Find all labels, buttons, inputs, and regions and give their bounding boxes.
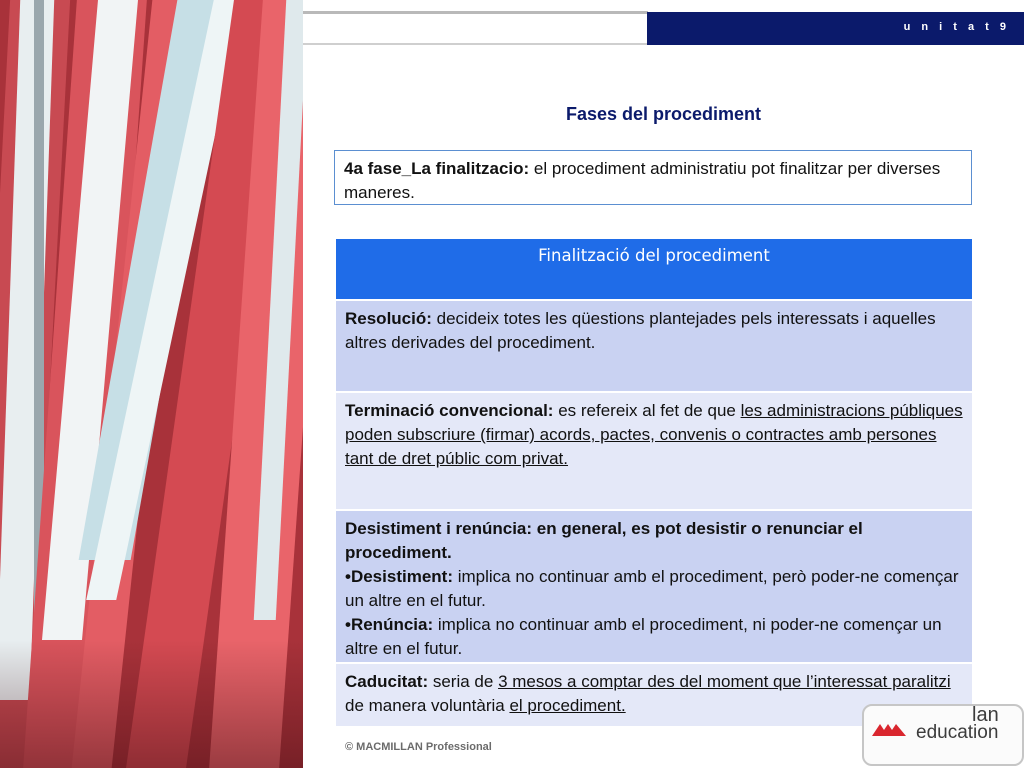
table-row-desistiment (336, 511, 972, 664)
bullet-desistiment-bold: •Desistiment: (345, 567, 453, 586)
row-underlined-text: el procediment. (509, 696, 626, 715)
intro-text: el procediment administratiu pot finalitzar per diverses maneres. (344, 159, 941, 202)
folders-photo (0, 0, 303, 768)
row-underlined-text: 3 mesos a comptar des del moment que l’interessat paralitzi (498, 672, 951, 691)
copyright: © MACMILLAN Professional (345, 741, 492, 753)
intro-bold: 4a fase_La finalitzacio: (344, 159, 530, 178)
row-text: es refereix al fet de que (553, 401, 741, 420)
unit-banner (647, 12, 1024, 45)
header-rule-bottom (303, 43, 648, 45)
row-heading: Desistiment i renúncia: en general, es pot desistir o renunciar el procediment. (345, 519, 863, 562)
table-header: Finalització del procediment (336, 239, 972, 301)
bullet-desistiment-text: implica no continuar amb el procediment, però poder-ne començar un altre en el futur. (345, 567, 959, 610)
slide-title: Fases del procediment (565, 104, 762, 124)
intro-box (334, 150, 972, 205)
header-rule-top (303, 11, 648, 14)
row-underlined-text: les administracions públiques poden subscriure (firmar) acords, pactes, convenis o contractes amb persones tant de dret públic com privat. (345, 401, 963, 468)
row-text: de manera voluntària (345, 696, 510, 715)
row-bold: Caducitat: (345, 672, 429, 691)
row-bold: Terminació convencional: (345, 401, 554, 420)
logo-mark-icon (872, 722, 906, 736)
finalization-table (336, 239, 972, 728)
row-text: decideix totes les qüestions plantejades pels interessats i aquelles altres derivades del procediment. (345, 309, 936, 352)
logo-fragment: lan (972, 704, 999, 726)
table-row-resolucio (336, 301, 972, 393)
table-row-terminacio (336, 393, 972, 511)
unit-label: u n i t a t 9 (903, 21, 1010, 33)
bullet-renuncia-text: implica no continuar amb el procediment, ni poder-ne començar un altre en el futur. (345, 615, 942, 658)
logo-education: education (916, 722, 999, 743)
row-bold: Resolució: (345, 309, 432, 328)
row-text: seria de (428, 672, 499, 691)
bullet-renuncia-bold: •Renúncia: (345, 615, 434, 634)
macmillan-logo (858, 690, 1024, 768)
